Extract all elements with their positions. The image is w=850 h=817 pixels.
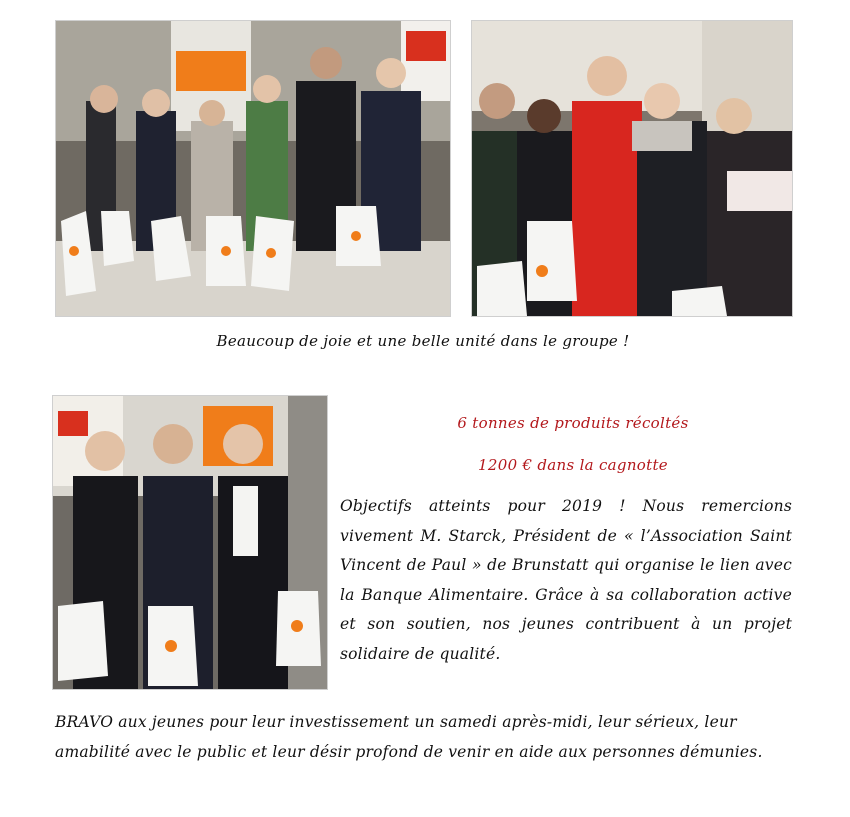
highlight-cagnotte-amount: 1200 € dans la cagnotte	[478, 456, 668, 474]
paragraph-objectives-thanks: Objectifs atteints pour 2019 ! Nous remercions vivement M. Starck, Président de « l’Association Saint Vincent de Paul » de Brunstatt qui organise le lien avec la Banque Alimentaire. Grâce à sa collaboration active et son soutien, nos jeunes contribuent à un projet solidaire de qualité.	[340, 497, 792, 663]
photo-group-with-president	[471, 20, 793, 317]
group-photo-icon	[53, 396, 327, 689]
group-photo-icon	[472, 21, 792, 316]
paragraph-bravo: BRAVO aux jeunes pour leur investissement un samedi après-midi, leur sérieux, leur amabilité avec le public et leur désir profond de venir en aide aux personnes démunies.	[55, 713, 763, 761]
photo-three-volunteers	[52, 395, 328, 690]
photo-group-store-entrance	[55, 20, 451, 317]
photo-caption: Beaucoup de joie et une belle unité dans le groupe !	[216, 332, 630, 350]
highlight-tonnes-collected: 6 tonnes de produits récoltés	[457, 414, 689, 432]
group-photo-icon	[56, 21, 450, 316]
